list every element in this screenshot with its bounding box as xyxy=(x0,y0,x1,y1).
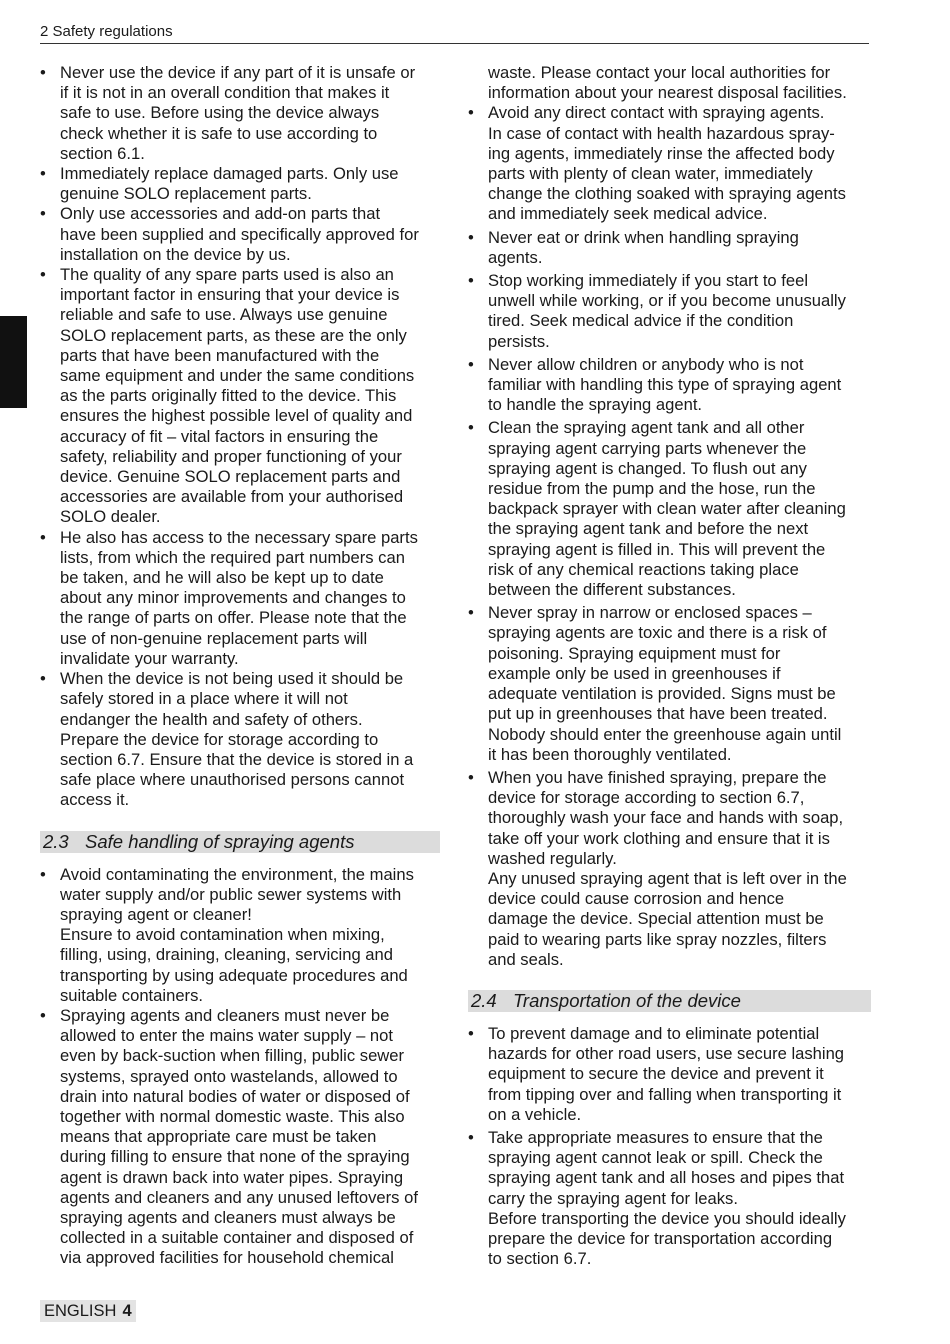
text-line: parts that have been manufactured with the xyxy=(60,345,380,365)
text-line: put up in greenhouses that have been treated. xyxy=(488,704,828,724)
text-line: the range of parts on offer. Please note that the xyxy=(60,608,407,628)
bullet-list-2-3 xyxy=(40,865,440,1269)
text-line: spraying agents are toxic and there is a risk of xyxy=(488,623,827,643)
text-line: device for storage according to section 6.7, xyxy=(488,788,805,808)
text-line: • Never eat or drink when handling spraying xyxy=(488,227,799,247)
text-line: familiar with handling this type of spraying agent xyxy=(488,375,842,395)
text-line: SOLO dealer. xyxy=(60,507,161,527)
text-line: hazards for other road users, use secure lashing xyxy=(488,1044,845,1064)
text-line: Ensure to avoid contamination when mixing, xyxy=(60,925,385,945)
text-line: take off your work clothing and ensure that it is xyxy=(488,828,830,848)
text-line: section 6.7. Ensure that the device is stored in a xyxy=(60,749,414,769)
text-line: endanger the health and safety of others. xyxy=(60,709,363,729)
text-line: • When you have finished spraying, prepare the xyxy=(488,767,827,787)
text-line: spraying agent is changed. To flush out any xyxy=(488,458,807,478)
section-heading-2-3 xyxy=(40,831,440,853)
header-title: 2 Safety regulations xyxy=(40,23,173,40)
text-line: spraying agents and cleaners must always be xyxy=(60,1207,396,1227)
text-line: safe to use. Before using the device always xyxy=(60,103,380,123)
bullet-list-2-3-continued xyxy=(468,103,868,970)
text-line: important factor in ensuring that your device is xyxy=(60,285,400,305)
text-line: transporting by using adequate procedures and xyxy=(60,965,408,985)
text-line: safe place where unauthorised persons cannot xyxy=(60,770,405,790)
text-line: • He also has access to the necessary spare parts xyxy=(60,527,418,547)
text-line: • When the device is not being used it should be xyxy=(60,669,404,689)
text-line: spraying agent or cleaner! xyxy=(60,904,252,924)
page-header xyxy=(40,22,869,44)
section-heading-2-4 xyxy=(468,990,871,1012)
text-line: tired. Seek medical advice if the condition xyxy=(488,311,794,331)
text-line: and seals. xyxy=(488,949,564,969)
bullet-list-top xyxy=(40,63,440,811)
list-item xyxy=(468,355,868,416)
text-line: Before transporting the device you should ideally xyxy=(488,1208,846,1228)
list-item xyxy=(40,669,440,810)
text-line: poisoning. Spraying equipment must for xyxy=(488,643,781,663)
text-line: have been supplied and specifically approved for xyxy=(60,224,419,244)
text-line: accuracy of fit – vital factors in ensuring the xyxy=(60,426,379,446)
text-line: if it is not in an overall condition that makes it xyxy=(60,83,390,103)
text-line: even by back-suction when filling, public sewer xyxy=(60,1046,405,1066)
text-line: between the different substances. xyxy=(488,580,736,600)
text-line: agents. xyxy=(488,247,543,267)
text-line: check whether it is safe to use according to xyxy=(60,123,378,143)
text-line: agents and cleaners and any unused leftovers of xyxy=(60,1187,418,1207)
text-line: carry the spraying agent for leaks. xyxy=(488,1188,738,1208)
text-line: spraying agent tank and all hoses and pipes that xyxy=(488,1168,845,1188)
list-item xyxy=(468,271,868,352)
list-item xyxy=(468,103,868,224)
text-line: • Only use accessories and add-on parts that xyxy=(60,204,381,224)
text-line: Prepare the device for storage according to xyxy=(60,729,379,749)
text-line: drain into natural bodies of water or disposed of xyxy=(60,1086,410,1106)
text-line: • Stop working immediately if you start to feel xyxy=(488,271,809,291)
text-line: residue from the pump and the hose, run the xyxy=(488,479,816,499)
list-item xyxy=(40,164,440,204)
text-line: use of non-genuine replacement parts will xyxy=(60,628,368,648)
right-column xyxy=(468,63,868,1269)
text-line: invalidate your warranty. xyxy=(60,648,239,668)
list-item xyxy=(468,418,868,600)
text-line: waste. Please contact your local authorities for xyxy=(488,63,831,82)
text-line: change the clothing soaked with spraying agents xyxy=(488,184,846,204)
text-line: risk of any chemical reactions taking place xyxy=(488,559,799,579)
text-line: spraying agent is filled in. This will prevent the xyxy=(488,539,826,559)
text-line: during filling to ensure that none of the spraying xyxy=(60,1147,410,1167)
text-line: allowed to enter the mains water supply – not xyxy=(60,1026,393,1046)
text-line: • Avoid any direct contact with spraying agents. xyxy=(488,103,825,123)
text-line: damage the device. Special attention must be xyxy=(488,909,824,929)
text-line: • Take appropriate measures to ensure that the xyxy=(488,1127,823,1147)
text-line: ensures the highest possible level of quality and xyxy=(60,406,413,426)
text-line: ing agents, immediately rinse the affected body xyxy=(488,143,835,163)
text-line: section 6.1. xyxy=(60,143,145,163)
text-line: • Never spray in narrow or enclosed spaces – xyxy=(488,603,812,623)
text-line: • To prevent damage and to eliminate potential xyxy=(488,1023,820,1043)
text-line: prepare the device for transportation according xyxy=(488,1228,833,1248)
text-line: • The quality of any spare parts used is also an xyxy=(60,265,394,285)
list-item xyxy=(468,1024,868,1125)
text-line: about any minor improvements and changes to xyxy=(60,588,406,608)
list-item xyxy=(468,603,868,765)
list-item xyxy=(468,228,868,268)
text-line: backpack sprayer with clean water after cleaning xyxy=(488,499,846,519)
text-line: example only be used in greenhouses if xyxy=(488,663,781,683)
text-line: • Never use the device if any part of it is unsafe or xyxy=(60,63,416,82)
text-line: via approved facilities for household chemical xyxy=(60,1248,394,1268)
text-line: to handle the spraying agent. xyxy=(488,395,703,415)
text-line: parts with plenty of clean water, immediately xyxy=(488,164,813,184)
text-line: reliable and safe to use. Always use genuine xyxy=(60,305,388,325)
text-line: together with normal domestic waste. This also xyxy=(60,1106,405,1126)
list-item xyxy=(40,265,440,528)
text-line: persists. xyxy=(488,331,550,351)
continued-paragraph xyxy=(468,63,868,103)
text-line: same equipment and under the same conditions xyxy=(60,366,415,386)
text-line: it has been thoroughly ventilated. xyxy=(488,744,732,764)
text-line: systems, sprayed onto wastelands, allowed to xyxy=(60,1066,398,1086)
text-line: SOLO replacement parts, as these are the only xyxy=(60,325,407,345)
left-column xyxy=(40,63,440,1269)
text-line: information about your nearest disposal facilities. xyxy=(488,83,847,103)
section-number: 2.3 xyxy=(43,830,69,852)
text-line: device. Genuine SOLO replacement parts and xyxy=(60,467,401,487)
text-line: device could cause corrosion and hence xyxy=(488,889,785,909)
page-footer xyxy=(40,1300,136,1322)
text-line: In case of contact with health hazardous spray- xyxy=(488,123,835,143)
text-line: be taken, and he will also be kept up to date xyxy=(60,568,384,588)
text-line: paid to wearing parts like spray nozzles, filters xyxy=(488,929,827,949)
section-title: Safe handling of spraying agents xyxy=(85,830,355,852)
text-line: water supply and/or public sewer systems with xyxy=(60,884,402,904)
section-number: 2.4 xyxy=(471,989,497,1011)
list-item xyxy=(40,204,440,265)
text-line: Any unused spraying agent that is left over in the xyxy=(488,868,847,888)
text-line: thoroughly wash your face and hands with soap, xyxy=(488,808,844,828)
text-line: collected in a suitable container and disposed of xyxy=(60,1228,414,1248)
text-line: lists, from which the required part numbers can xyxy=(60,547,405,567)
text-line: • Never allow children or anybody who is not xyxy=(488,354,804,374)
text-line: spraying agent carrying parts whenever the xyxy=(488,438,807,458)
list-item xyxy=(40,63,440,164)
text-line: • Avoid contaminating the environment, the mains xyxy=(60,864,414,884)
text-line: on a vehicle. xyxy=(488,1104,582,1124)
list-item xyxy=(40,528,440,669)
text-line: the spraying agent tank and before the next xyxy=(488,519,809,539)
text-line: Nobody should enter the greenhouse again until xyxy=(488,724,842,744)
text-line: and immediately seek medical advice. xyxy=(488,204,768,224)
text-line: filling, using, draining, cleaning, servicing and xyxy=(60,945,393,965)
text-line: access it. xyxy=(60,790,130,810)
list-item xyxy=(468,1128,868,1269)
text-line: genuine SOLO replacement parts. xyxy=(60,184,312,204)
text-line: means that appropriate care must be taken xyxy=(60,1127,377,1147)
footer-language: ENGLISH xyxy=(44,1302,117,1320)
text-line: unwell while working, or if you become unusually xyxy=(488,291,846,311)
text-line: from tipping over and falling when transporting it xyxy=(488,1084,842,1104)
page-number: 4 xyxy=(122,1302,132,1320)
list-item xyxy=(40,1006,440,1269)
text-line: spraying agent cannot leak or spill. Check the xyxy=(488,1148,823,1168)
text-line: as the parts originally fitted to the device. This xyxy=(60,386,397,406)
text-line: safety, reliability and proper functioning of your xyxy=(60,446,402,466)
bullet-list-2-4 xyxy=(468,1024,868,1269)
chapter-tab-marker xyxy=(0,316,27,408)
text-line: • Immediately replace damaged parts. Only use xyxy=(60,164,399,184)
text-line: to section 6.7. xyxy=(488,1249,592,1269)
text-line: safely stored in a place where it will not xyxy=(60,689,348,709)
text-line: washed regularly. xyxy=(488,848,617,868)
text-line: equipment to secure the device and prevent it xyxy=(488,1064,824,1084)
text-line: agent is drawn back into water pipes. Spraying xyxy=(60,1167,404,1187)
text-line: adequate ventilation is provided. Signs must be xyxy=(488,684,836,704)
text-line: suitable containers. xyxy=(60,985,203,1005)
text-line: accessories are available from your authorised xyxy=(60,487,404,507)
list-item xyxy=(40,865,440,1006)
section-title: Transportation of the device xyxy=(513,989,741,1011)
text-line: installation on the device by us. xyxy=(60,244,291,264)
text-line: • Clean the spraying agent tank and all other xyxy=(488,418,805,438)
list-item xyxy=(468,768,868,970)
text-line: • Spraying agents and cleaners must never be xyxy=(60,1005,390,1025)
